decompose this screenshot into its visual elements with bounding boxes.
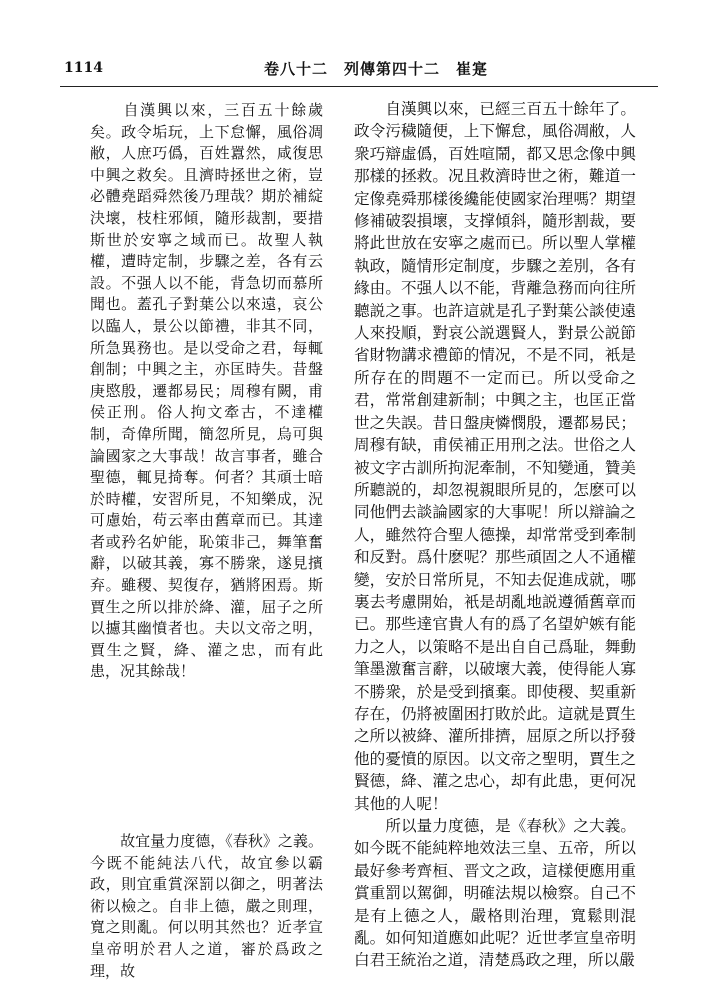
page-header bbox=[64, 58, 656, 86]
translation-text-column bbox=[354, 98, 636, 972]
classical-text-column bbox=[90, 100, 323, 982]
running-head: 卷八十二 列傳第四十二 崔寔 bbox=[264, 60, 489, 78]
classical-paragraph-1: 自漢興以來，三百五十餘歲矣。政令垢玩，上下怠懈，風俗凋敝，人庶巧僞，百姓囂然，咸復思中興之救矣。且濟時拯世之術，豈必體堯蹈舜然後乃理哉？期於補綻決壞，枝柱邪傾，隨形裁割，要措斯世於安寧之域而已。故聖人執權，遭時定制，步驟之差，各有云設。不强人以不能，背急切而慕所聞也。蓋孔子對葉公以來遠，哀公以臨人，景公以節禮，非其不同，所急異務也。是以受命之君，每輒創制；中興之主，亦匡時失。昔盤庚愍殷，遷都易民；周穆有闕，甫侯正刑。俗人拘文牽古，不達權制，奇偉所聞，簡忽所見，烏可與論國家之大事哉！故言事者，雖合聖德，輒見掎奪。何者？其頑士暗於時權，安習所見，不知樂成，況可慮始，苟云率由舊章而已。其達者或矜名妒能，恥策非己，舞筆奮辭，以破其義，寡不勝衆，遂見擯弃。雖稷、契復存，猶將困焉。斯賈生之所以排於絳、灌，屈子之所以攄其幽憤者也。夫以文帝之明，賈生之賢，絳、灌之忠，而有此患，况其餘哉！ bbox=[90, 101, 323, 681]
page-number: 1114 bbox=[64, 60, 103, 76]
classical-paragraph-2: 故宜量力度德，《春秋》之義。今既不能純法八代，故宜參以霸政，則宜重賞深罰以御之，明著法術以檢之。自非上德，嚴之則理，寬之則亂。何以明其然也？近孝宣皇帝明於君人之道，審於爲政之理，故 bbox=[90, 832, 323, 980]
translation-paragraph-2: 所以量力度德，是《春秋》之大義。如今既不能純粹地效法三皇、五帝，所以最好參考齊桓、晋文之政，這樣便應用重賞重罰以駕御，明確法規以檢察。自己不是有上德之人，嚴格則治理，寬鬆則混亂。如何知道應如此呢？近世孝宣皇帝明白君王統治之道，清楚爲政之理，所以嚴 bbox=[354, 817, 636, 970]
translation-paragraph-1: 自漢興以來，已經三百五十餘年了。政令污穢隨便，上下懈怠，風俗凋敝，人衆巧辯虛僞，百姓喧鬧，都又思念像中興那樣的拯救。况且救濟時世之術，難道一定像堯舜那樣後纔能使國家治理嗎？期望修補破裂損壞，支撑傾斜，隨形割裁，要將此世放在安寧之處而已。所以聖人掌權執政，隨情形定制度，步驟之差別，各有緣由。不强人以不能，背離急務而向往所聽説之事。也許這就是孔子對葉公談使遠人來投順，對哀公説選賢人，對景公説節省財物講求禮節的情况，不是不同，衹是所存在的問題不一定而已。所以受命之君，常常創建新制；中興之主，也匡正當世之失誤。昔日盤庚憐憫殷，遷都易民；周穆有缺，甫侯補正用刑之法。世俗之人被文字古訓所拘泥牽制，不知變通，贊美所聽説的，却忽視親眼所見的，怎麽可以同他們去談論國家的大事呢！所以辯論之人，雖然符合聖人德操，却常常受到牽制和反對。爲什麽呢？那些頑固之人不通權變，安於日常所見，不知去促進成就，哪裏去考慮開始，衹是胡亂地説遵循舊章而已。那些達官貴人有的爲了名望妒嫉有能力之人，以策略不是出自自己爲耻，舞動筆墨激奮言辭，以破壞大義，使得能人寡不勝衆，於是受到擯棄。即使稷、契重新存在，仍將被圍困打敗於此。這就是賈生之所以被絳、灌所排擠，屈原之所以抒發他的憂憤的原因。以文帝之聖明，賈生之賢德，絳、灌之忠心，却有此患，更何况其他的人呢！ bbox=[354, 100, 636, 813]
header-rule bbox=[60, 86, 658, 87]
